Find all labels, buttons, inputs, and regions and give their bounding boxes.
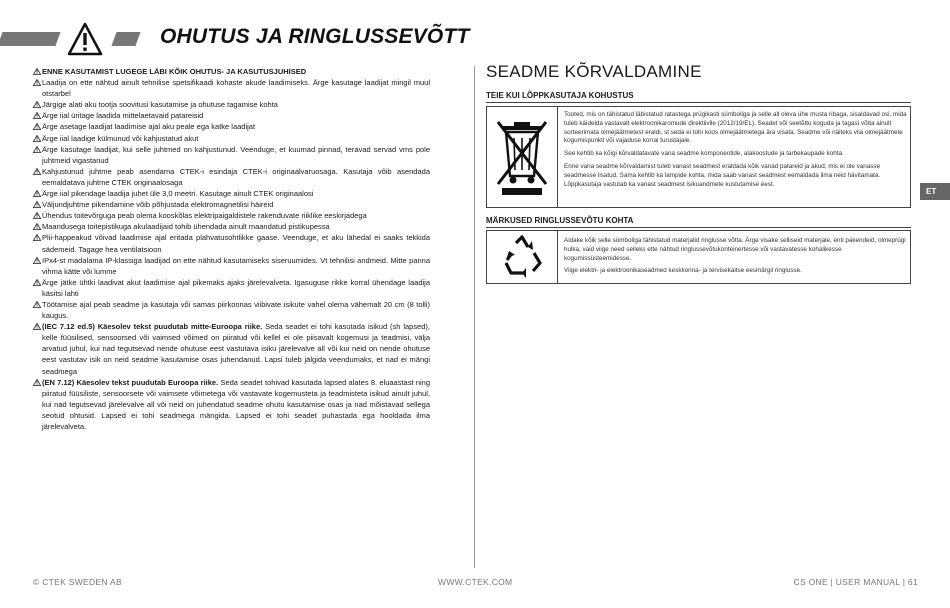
paragraph: See kehtib ka kõigi kõrvaldatavate vana seadme komponentide, alakoostude ja tarbekaupade kohta. (564, 150, 844, 158)
safety-item-text: Väljundjuhtme pikendamine võib põhjustada elektromagnetilisi häireid (42, 200, 274, 210)
warning-icon (33, 234, 41, 241)
language-tab: ET (920, 183, 950, 200)
warning-icon (33, 135, 41, 142)
safety-item (33, 133, 430, 144)
recycling-icon-cell (487, 231, 558, 283)
warning-icon (33, 190, 41, 197)
safety-item-text: Plii-happeakud võivad laadimise ajal eritada plahvatusohtlikke gaase. Veenduge, et aku lähedal ei saaks tekkida sädemeid. Tagage hea ventilatsioon (42, 233, 430, 254)
paragraph: Enne vana seadme kõrvaldamist tuleb vanast seadmest eraldada kõik vanad patareid ja akud, mis ei ole vanasse seadmesse lisatud. Sama kehtib ka lampide kohta, mida saab vanast seadmest eemaldada ilma neid hävitamata. Lõppkasutaja vastutab ka vanast seadmest isikuandmete kustutamise eest. (564, 162, 881, 188)
safety-item (33, 277, 430, 299)
safety-item-text: Järgige alati aku tootja soovitusi kasutamise ja ohutuse tagamise kohta (42, 100, 278, 110)
warning-icon (33, 379, 41, 386)
safety-item (33, 188, 430, 199)
footer-website: WWW.CTEK.COM (438, 577, 513, 587)
weee-text (564, 111, 909, 193)
safety-item-text: Ärge jätke ühtki laadivat akut laadimise ajal pikemaks ajaks järelevalveta. Igasuguse rikke korral ühendage laadija käsitsi lahti (42, 277, 430, 298)
header-bar-middle (111, 32, 140, 46)
disposal-title: SEADME KÕRVALDAMINE (486, 62, 702, 81)
safety-item-text: Seda seadet tohivad kasutada lapsed alates 8. eluaastast ning piiratud füüsiliste, sensoorsete või vaimsete võimetega või vastavate kogemusteta ja teadmisteta isikud ainult juhul, kui nad tegutsevad järelevalve all või neid on juhendatud seadme ohutu kasutamise osas ja nad mõistavad sellega seotud ohtusid. Lapsed ei tohi seadmega mängida. Lapsed ei tohi seadet puhastada ega hooldada ilma järelevalveta. (42, 377, 431, 431)
footer-copyright: © CTEK SWEDEN AB (33, 577, 122, 587)
safety-item-text: IPx4-st madalama IP-klassiga laadijad on ette nähtud kasutamiseks siseruumides. Vt tehnilisi andmeid. Mitte panna vihma kätte või lumme (42, 255, 430, 276)
footer-page-info: CS ONE | USER MANUAL | 61 (793, 577, 918, 587)
safety-item (33, 77, 430, 99)
safety-item (33, 232, 430, 254)
warning-icon (33, 257, 41, 264)
warning-icon (33, 123, 41, 130)
safety-item (33, 110, 430, 121)
end-user-responsibility-heading: TEIE KUI LÕPPKASUTAJA KOHUSTUS (486, 91, 634, 100)
crossed-out-bin-icon (494, 116, 550, 198)
safety-item (33, 221, 430, 232)
column-divider (474, 66, 475, 568)
safety-item (33, 321, 430, 376)
recycling-text (564, 237, 909, 280)
recycling-icon (499, 235, 545, 279)
safety-instructions (33, 66, 430, 432)
safety-item-bold: ENNE KASUTAMIST LUGEGE LÄBI KÕIK OHUTUS- JA KASUTUSJUHISED (42, 67, 307, 76)
page-title: OHUTUS JA RINGLUSSEVÕTT (160, 25, 470, 48)
section-rule (486, 102, 911, 103)
safety-item-text: Ärge iial pikendage laadija juhet üle 3,0 meetri. Kasutage ainult CTEK originaalosi (42, 189, 314, 199)
weee-info-box (486, 106, 911, 208)
safety-item-text: Ärge kasutage laadijat, kui selle juhtmed on kahjustunud. Veenduge, et kuumad pinnad, teravad servad vms pole juhtmeid vigastanud (42, 144, 430, 165)
safety-item (33, 210, 430, 221)
header-bar-left (0, 32, 61, 46)
section-rule (486, 227, 911, 228)
safety-item (33, 144, 430, 166)
paragraph: Tooted, mis on tähistatud läbistatud ratastega prügikasti sümboliga ja selle all oleva ühe musta ribaga, sisaldavad osi, mida tuleb käidelda vastavalt elektroonikaromude direktiivile (2012/19/EL). Seadet või seetõttu koguda ja tagasi võtta ainult sorteerimata olmejäätmetest eraldi, st seda ei tohi koos olmejäätmetega ära visata. Seadme või näiteks viia olmejäätmete kogumispunkti või vajaduse korral turustajale. (564, 111, 907, 145)
paragraph: Aidake kõik selle sümboliga tähistatud materjalid ringlusse võtta. Ärge visake selliseid materjale, enti pakendeid, olmeprügi hulka, vaid viige need selleks ette nähtud ringlussevõtukonteinertesse või vastavatesse kohalikesse kogumissüsteemidesse. (564, 237, 906, 262)
warning-icon (33, 212, 41, 219)
warning-icon (33, 168, 41, 175)
safety-item-text: Laadija on ette nähtud ainult tehnilise spetsifikaadi kohaste akude laadimiseks. Ärge kasutage laadijat mingil muul otstarbel (42, 78, 430, 99)
warning-icon (33, 323, 41, 330)
warning-icon (33, 146, 41, 153)
warning-icon (33, 112, 41, 119)
safety-item-text: Töötamise ajal peab seadme ja kasutaja või samas piirkonnas viibivate isikute vahel olema vähemalt 20 cm (8 tolli) kaugus. (42, 299, 430, 321)
safety-item (33, 377, 430, 432)
recycling-info-box (486, 230, 911, 284)
safety-item-bold: (EN 7.12) Käesolev tekst puudutab Euroopa riike. (42, 377, 219, 387)
warning-icon (33, 101, 41, 108)
weee-icon-cell (487, 107, 558, 207)
warning-icon (33, 201, 41, 208)
safety-item (33, 121, 430, 132)
safety-item-text: Ärge asetage laadijat laadimise ajal aku peale ega katke laadijat (42, 122, 256, 132)
safety-item (33, 299, 430, 321)
safety-item-text: Ärge iial laadige külmunud või kahjustatud akut (42, 133, 199, 143)
safety-item (33, 66, 430, 77)
warning-icon (33, 279, 41, 286)
safety-item-text: Kahjustunud juhtme peab asendama CTEK-i esindaja CTEK-i originaalvaruosaga. Kasutaja võib asendada eemaldatava juhtme CTEK originaalosaga (42, 166, 430, 187)
paragraph: Viige elektri- ja elektroonikaseadmed keskkonna- ja tervisekaitse eesmärgil ringlusse. (564, 267, 802, 275)
safety-item (33, 199, 430, 210)
warning-icon (33, 301, 41, 308)
warning-icon (33, 68, 41, 75)
safety-item-bold: (IEC 7.12 ed.5) Käesolev tekst puudutab mitte-Euroopa riike. (42, 322, 263, 332)
recycling-notes-heading: MÄRKUSED RINGLUSSEVÕTU KOHTA (486, 216, 634, 225)
safety-item-text: Seda seadet ei tohi kasutada isikud (sh lapsed), kelle füüsilised, sensoorsed või vaimsed võimed on piiratud või kellel ei ole piisavalt kogemusi ja teadmisi, välja arvatud juhul, kui nad tegutsevad nende ohutuse eest vastutava isiku järelevalve all või kui neid on nende ohutuse eest vastutav isik on neid seadme kasutamise osas juhendanud. Lapsi tuleb jälgida veendumaks, et nad ei mängi seadmega (42, 322, 430, 376)
warning-triangle-icon (67, 22, 103, 56)
safety-item (33, 99, 430, 110)
safety-item-text: Ärge iial üritage laadida mittelaetavaid patareisid (42, 111, 204, 121)
warning-icon (33, 223, 41, 230)
safety-item-text: Ühendus toitevõrguga peab olema kooskõlas elektripaigaldistele rakenduvate riiklike eeskirjadega (42, 211, 367, 221)
warning-icon (33, 79, 41, 86)
safety-item (33, 166, 430, 188)
safety-item-text: Maandusega toitepistikuga akulaadijaid tohib ühendada ainult maandatud pistikupessa (42, 222, 330, 232)
safety-item (33, 255, 430, 277)
